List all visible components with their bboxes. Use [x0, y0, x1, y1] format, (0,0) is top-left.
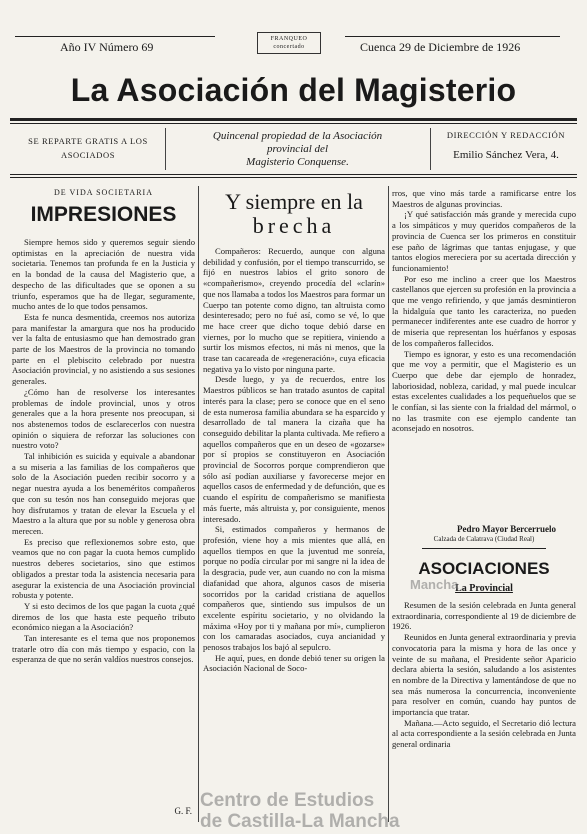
distribution-line2: ASOCIADOS — [60, 150, 116, 160]
article3-body — [392, 188, 576, 520]
article1-paragraph: Tal inhibición es suicida y equivale a abandonar a su miseria a las familias de los compañeros que solo de la Asociación pueden recibir socorro y a negar nuestra ayuda a los beneméritos compañeros que con su tesón nos han conseguido mejoras que hoy disfrutamos y tratan de elevar la Escuela y el Maestro a la altura que por su noble y generosa obra merecen. — [12, 451, 195, 536]
distribution-note — [18, 136, 158, 160]
postage-stamp — [257, 32, 321, 54]
stamp-line1: FRANQUEO — [270, 36, 308, 42]
masthead-rule-thin — [10, 123, 577, 124]
article4-headline: ASOCIACIONES — [418, 559, 550, 578]
header-bottom-rule2 — [10, 177, 577, 178]
masthead-divider-left — [165, 128, 166, 170]
editorial-address — [432, 130, 580, 161]
article3-paragraph: Tiempo es ignorar, y esto es una recomendación que me voy a permitir, que el Magisterio es un Cuerpo que debe dar ejemplo de honradez, laboriosidad, nobleza, caridad, y mal puede inculcar estas excelentes cualidades a los pequeñuelos que se le confían, si las siente con la frialdad del mármol, o no las trasmite con ese ejemplo candente tan aconsejado en nosotros. — [392, 348, 576, 434]
top-rule-right — [345, 36, 560, 37]
article2-headline-line1: Y siempre en la — [225, 189, 363, 214]
article3-paragraph: rros, que vino más tarde a ramificarse entre los Maestros de algunas provincias. — [392, 188, 576, 209]
article1-signature: G. F. — [174, 806, 192, 816]
ownership-note — [170, 130, 425, 169]
newspaper-title: La Asociación del Magisterio — [70, 72, 517, 108]
article1-paragraph: Tan interesante es el tema que nos proponemos tratarle otro día con más tiempo y espacio, con la esperanza de que no serán valdíos nuestros consejos. — [12, 633, 195, 665]
ownership-line2: provincial del — [267, 143, 328, 155]
article3-end-rule — [422, 548, 546, 549]
year-issue: Año IV Número 69 — [60, 40, 154, 54]
article2-headline-line2: brecha — [252, 213, 336, 238]
article1-paragraph: Siempre hemos sido y queremos seguir siendo optimistas en la apreciación de nuestra vida societaria. Tenemos tan profunda fe en la Justicia y en la bondad de la causa del Magisterio que, a despecho de las dificultades que se oponen a su triunfo, esperamos que ha de llegar, seguramente, mucho antes de lo que todos pensamos. — [12, 237, 195, 312]
article1-paragraph: Es preciso que reflexionemos sobre esto, que veamos que no con pagar la cuota hemos cumplido nuestros deberes societarios, sino que estimos obligados a prestar toda la asistencia necesaria para asegurar la existencia de una Asociación provincial robusta y potente. — [12, 536, 195, 601]
article2-body — [203, 246, 385, 824]
article1-body — [12, 237, 195, 821]
watermark-line1: Centro de Estudios — [200, 790, 375, 811]
article3-signature: Pedro Mayor Bercerruelo — [457, 524, 556, 534]
watermark-line2: de Castilla-La Mancha — [200, 811, 400, 832]
address-line2: Emilio Sánchez Vera, 4. — [453, 149, 559, 161]
article3-signature-place: Calzada de Calatrava (Ciudad Real) — [433, 535, 535, 543]
ownership-line1: Quincenal propiedad de la Asociación — [212, 130, 383, 142]
article3-paragraph: ¡Y qué satisfacción más grande y merecida cupo a los simpáticos y muy queridos compañeros de la provincia de Cuenca ser los primeros en constituir ese paño de lágrimas que tantas enjugase, y que tantos elogios mereciera por su acertada dirección y funcionamiento! — [392, 209, 576, 273]
article4-body — [392, 600, 576, 802]
article2-paragraph: He aquí, pues, en donde debió tener su origen la Asociación Nacional de Soco- — [203, 652, 385, 674]
column-divider-1 — [198, 186, 199, 822]
article3-paragraph: Por eso me inclino a creer que los Maestros castellanos que ejercen su profesión en la provincia a que me vengo refiriendo, y que jamás desmintieron la hidalguía que tanto les caracteriza, no pueden permanecer indiferentes ante ese cuadro de horror y de miseria que representan los huérfanos y esposas de los compañeros fallecidos. — [392, 273, 576, 348]
article1-headline: IMPRESIONES — [30, 203, 177, 226]
article2-paragraph: Si, estimados compañeros y hermanos de profesión, viene hoy a mis mientes que allá, en aquellos tiempos en que la juventud me sonreía, porque no podía circular por mi sangre ni la idea de la desgracia, pude ver, aun cuando no con la misma diafanidad que ahora, algunos casos de miseria socorridos por la caridad cristiana de aquellos compañeros que, sintiendo sus impulsos de un excelente espíritu societario, y no olvidando la máxima «Hoy por ti y mañana por mí», cumplieron con los camaradas asociados, cuya ancianidad y penosos trabajos los bajó al sepulcro. — [203, 524, 385, 653]
watermark-mid: Mancha — [410, 577, 459, 592]
ownership-line3: Magisterio Conquense. — [246, 156, 349, 168]
masthead-rule — [10, 118, 577, 121]
column-divider-2 — [388, 186, 389, 822]
column-3 — [392, 188, 576, 820]
top-rule — [15, 36, 215, 37]
distribution-line1: SE REPARTE GRATIS A LOS — [28, 136, 148, 146]
article1-paragraph: ¿Cómo han de resolverse los interesantes problemas de índole provincial, unos y otros generales que a la hora presente nos preocupan, si nos abstenemos todos de esclarecerlos con nuestra opinión o siquiera de reforzar las soluciones con nuestro voto? — [12, 386, 195, 451]
column-1 — [12, 188, 195, 818]
article4-paragraph: Mañana.—Acto seguido, el Secretario dió lectura al acta correspondiente a la sesión celebrada en Junta general ordinaria — [392, 717, 576, 750]
issue-date: Cuenca 29 de Diciembre de 1926 — [360, 40, 521, 54]
address-line1: DIRECCIÓN Y REDACCIÓN — [446, 130, 566, 140]
article1-paragraph: Esta fe nunca desmentida, creemos nos autoriza para manifestar la amargura que nos ha producido ver la falta de entusiasmo que han demostrado gran parte de los Maestros de la provincia no tomando parte en el plebiscito celebrado por nuestra Asociación provincial, y no asistiendo a sus sesiones generales. — [12, 311, 195, 387]
article4-paragraph: Reunidos en Junta general extraordinaria y previa convocatoria para la misma y hora de las once y veinte de su mañana, el Presidente señor Aparicio declara abierta la sesión, saludando a los asistentes en nombre de la Directiva y lamentándose de que no sea más numerosa la concurrencia, inconveniente para resolver en común, cuando hay puntos de importancia que tratar. — [392, 632, 576, 718]
header-bottom-rule — [10, 174, 577, 175]
article2-paragraph: Desde luego, y ya de recuerdos, entre los Maestros públicos se han tratado asuntos de capital interés para la clase; pero se conoce que en el seno de esta numerosa familia abundara se ha esparcido y desarrollado de tal manera la cizaña que ha conseguido debilitar la planta cultivada. Me refiero a aquellos compañeros que en un deseo de «gozarse» por sí propios se constituyeron en Asociación provincial de Socorros porque comprendieron que sólo así podían auxiliarse y favorecerse mejor en aquellos casos de enfermedad y de defunción, que es cuando el espíritu de compañerismo se manifiesta más fuerte, más altruista y, por consiguiente, menos interesado. — [203, 374, 385, 524]
stamp-line2: concertado — [273, 44, 305, 50]
masthead-divider-right — [430, 128, 431, 170]
article1-kicker: DE VIDA SOCIETARIA — [54, 188, 153, 197]
column-2 — [203, 190, 385, 822]
article4-paragraph: Resumen de la sesión celebrada en Junta general extraordinaria, correspondiente al 19 de diciembre de 1926. — [392, 600, 576, 632]
article4-subhead: La Provincial — [455, 583, 513, 594]
article1-paragraph: Y si esto decimos de los que pagan la cuota ¿qué diremos de los que hasta este pequeño tributo económico niegan a la Asociación? — [12, 600, 195, 633]
article2-paragraph: Compañeros: Recuerdo, aunque con alguna debilidad y confusión, por el tiempo transcurrido, se fijó en nuestros labios el grito sonoro de «compañerismo», creyendo procedía del «clarín» que nos llamaba a todos los Maestros para formar un Cuerpo tan potente como digno, tan altruista como desinteresado; pero no fué así, como se vé, lo que me hace creer que dicho toque debió darse en viernes, por lo mucho que se repitiera, viniendo a surtir los mismos efectos, ni más ni menos, que la trase tan cacareada de «regeneración», cuya eficacia negativa ya lo visto por ninguna parte. — [203, 246, 385, 374]
